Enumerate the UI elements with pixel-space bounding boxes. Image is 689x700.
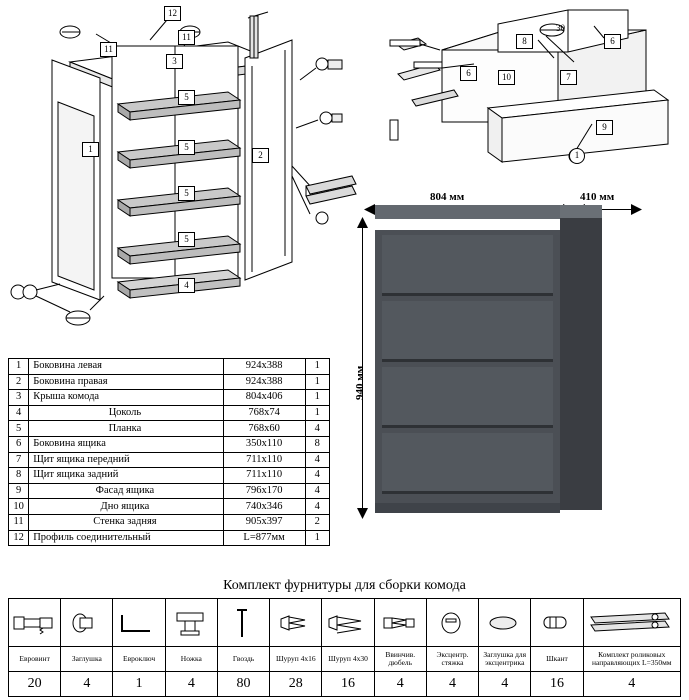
part-index: 12: [9, 530, 29, 546]
kit-item-count: 4: [165, 672, 217, 697]
part-name: Фасад ящика: [29, 483, 224, 499]
part-size: 905х397: [223, 514, 305, 530]
part-qty: 1: [305, 405, 329, 421]
part-index: 4: [9, 405, 29, 421]
hardware-kit-table: [8, 598, 681, 697]
part-size: 350х110: [223, 436, 305, 452]
callout-11-left: 11: [100, 42, 117, 57]
kit-item-name: Заглушка: [61, 647, 113, 672]
drawer-front-3: [382, 367, 553, 428]
kit-item-count: 28: [270, 672, 322, 697]
callout-drawer-7: 7: [560, 70, 577, 85]
part-name: Боковина ящика: [29, 436, 224, 452]
kit-item-name: Шуруп 4х30: [322, 647, 374, 672]
exploded-cabinet-diagram: [0, 0, 370, 350]
part-qty: 8: [305, 436, 329, 452]
kit-item-name: Евровинт: [9, 647, 61, 672]
part-name: Щит ящика передний: [29, 452, 224, 468]
kit-item-count: 4: [426, 672, 478, 697]
part-size: 711х110: [223, 468, 305, 484]
slide-rails-icon: [583, 599, 680, 647]
kit-count-row: [9, 672, 681, 697]
part-size: 768х60: [223, 421, 305, 437]
table-row: [9, 452, 330, 468]
drawer-front-4: [382, 433, 553, 494]
nail-icon: [217, 599, 269, 647]
kit-item-count: 16: [322, 672, 374, 697]
width-label: 804 мм: [430, 191, 465, 203]
callout-5-a: 5: [178, 90, 195, 105]
table-row: [9, 390, 330, 406]
part-size: 796х170: [223, 483, 305, 499]
chest-plinth: [375, 503, 560, 513]
table-row: [9, 405, 330, 421]
kit-item-count: 4: [61, 672, 113, 697]
drawer-front-2: [382, 301, 553, 362]
callout-11-right: 11: [178, 30, 195, 45]
screw-4x16-icon: [270, 599, 322, 647]
screw-in-dowel-icon: [374, 599, 426, 647]
callout-12: 12: [164, 6, 181, 21]
part-qty: 4: [305, 421, 329, 437]
part-size: 804х406: [223, 390, 305, 406]
height-arrow-bottom: [357, 507, 368, 519]
table-row: [9, 514, 330, 530]
chest-right-side: [560, 218, 602, 510]
part-index: 9: [9, 483, 29, 499]
part-index: 2: [9, 374, 29, 390]
part-size: L=877мм: [223, 530, 305, 546]
part-size: 768х74: [223, 405, 305, 421]
chest-top-side-face: [560, 205, 602, 219]
callout-2: 2: [252, 148, 269, 163]
kit-item-count: 4: [374, 672, 426, 697]
part-size: 740х346: [223, 499, 305, 515]
part-name: Дно ящика: [29, 499, 224, 515]
part-name: Профиль соединительный: [29, 530, 224, 546]
kit-name-row: [9, 647, 681, 672]
part-name: Боковина левая: [29, 359, 224, 375]
part-qty: 4: [305, 452, 329, 468]
part-index: 5: [9, 421, 29, 437]
depth-label: 410 мм: [580, 191, 615, 203]
kit-item-count: 20: [9, 672, 61, 697]
chest-render: [340, 185, 685, 545]
kit-item-count: 1: [113, 672, 165, 697]
euro-key-icon: [113, 599, 165, 647]
callout-drawer-30: 30: [556, 23, 565, 33]
kit-item-name: Комплект роликовых направляющих L=350мм: [583, 647, 680, 672]
drawer-front-1: [382, 235, 553, 296]
part-qty: 1: [305, 530, 329, 546]
kit-item-name: Шкант: [531, 647, 583, 672]
kit-item-name: Шуруп 4х16: [270, 647, 322, 672]
depth-arrow-right: [630, 204, 642, 215]
table-row: [9, 483, 330, 499]
table-row: [9, 530, 330, 546]
part-index: 8: [9, 468, 29, 484]
part-name: Цоколь: [29, 405, 224, 421]
callout-drawer-10: 10: [498, 70, 515, 85]
kit-item-name: Гвоздь: [217, 647, 269, 672]
height-label: 940 мм: [354, 365, 366, 400]
table-row: [9, 421, 330, 437]
part-size: 924х388: [223, 359, 305, 375]
part-size: 711х110: [223, 452, 305, 468]
kit-icon-row: [9, 599, 681, 647]
table-row: [9, 374, 330, 390]
callout-1: 1: [82, 142, 99, 157]
kit-item-name: Эксцентр. стяжка: [426, 647, 478, 672]
cam-cap-icon: [479, 599, 531, 647]
part-index: 1: [9, 359, 29, 375]
part-name: Планка: [29, 421, 224, 437]
dowel-icon: [531, 599, 583, 647]
part-qty: 1: [305, 374, 329, 390]
cap-icon: [61, 599, 113, 647]
height-arrow-top: [357, 217, 368, 229]
table-row: [9, 359, 330, 375]
part-size: 924х388: [223, 374, 305, 390]
part-index: 11: [9, 514, 29, 530]
callout-4: 4: [178, 278, 195, 293]
callout-drawer-6-left: 6: [460, 66, 477, 81]
callout-5-c: 5: [178, 186, 195, 201]
callout-5-d: 5: [178, 232, 195, 247]
part-name: Боковина правая: [29, 374, 224, 390]
leg-icon: [165, 599, 217, 647]
screw-4x30-icon: [322, 599, 374, 647]
kit-item-name: Заглушка для эксцентрика: [479, 647, 531, 672]
callout-drawer-6-right: 6: [604, 34, 621, 49]
kit-item-name: Ножка: [165, 647, 217, 672]
part-index: 7: [9, 452, 29, 468]
kit-item-count: 4: [583, 672, 680, 697]
part-index: 10: [9, 499, 29, 515]
part-name: Стенка задняя: [29, 514, 224, 530]
kit-item-count: 80: [217, 672, 269, 697]
part-qty: 1: [305, 390, 329, 406]
parts-table: [8, 358, 330, 546]
euro-screw-icon: [9, 599, 61, 647]
part-name: Крыша комода: [29, 390, 224, 406]
callout-drawer-8: 8: [516, 34, 533, 49]
part-index: 6: [9, 436, 29, 452]
kit-item-count: 16: [531, 672, 583, 697]
callout-drawer-1: 1: [569, 148, 585, 164]
kit-item-count: 4: [479, 672, 531, 697]
kit-item-name: Евроключ: [113, 647, 165, 672]
table-row: [9, 499, 330, 515]
part-index: 3: [9, 390, 29, 406]
hardware-kit-title: Комплект фурнитуры для сборки комода: [223, 578, 466, 593]
callout-drawer-9: 9: [596, 120, 613, 135]
kit-item-name: Ввинчив. дюбель: [374, 647, 426, 672]
part-qty: 4: [305, 483, 329, 499]
callout-5-b: 5: [178, 140, 195, 155]
part-name: Щит ящика задний: [29, 468, 224, 484]
part-qty: 4: [305, 468, 329, 484]
cam-lock-icon: [426, 599, 478, 647]
exploded-drawer-diagram: [378, 4, 686, 174]
table-row: [9, 436, 330, 452]
part-qty: 2: [305, 514, 329, 530]
part-qty: 1: [305, 359, 329, 375]
callout-3: 3: [166, 54, 183, 69]
chest-top-front-face: [375, 205, 560, 219]
part-qty: 4: [305, 499, 329, 515]
table-row: [9, 468, 330, 484]
